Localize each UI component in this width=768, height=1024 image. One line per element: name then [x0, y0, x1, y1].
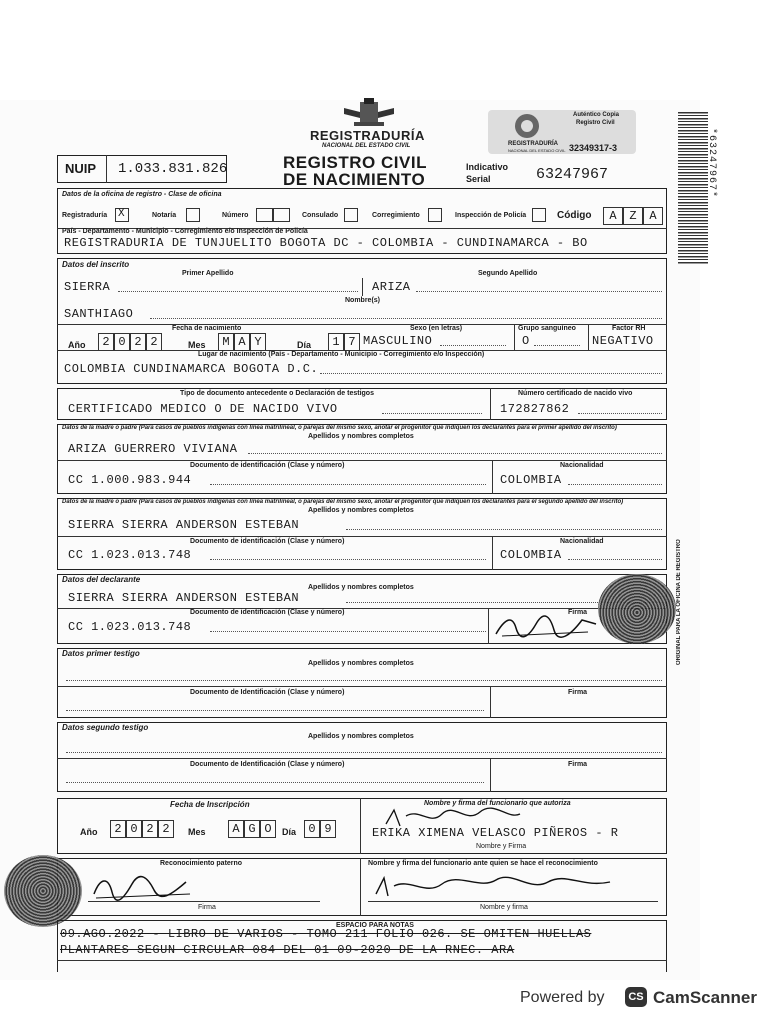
ano-digit-3: 2 [130, 333, 146, 351]
padre-nombre-label: Apellidos y nombres completos [308, 507, 414, 514]
ano-digit-4: 2 [146, 333, 162, 351]
notas-line-2: PLANTARES SEGUN CIRCULAR 084 DEL 01 09-2020 DE LA RNEC. ARA [60, 943, 515, 957]
consulado-label: Consulado [302, 212, 339, 219]
lugar-nacimiento-label: Lugar de nacimiento (País - Departamento - Municipio - Corregimiento e/o Inspección) [198, 351, 485, 358]
madre-nombre: ARIZA GUERRERO VIVIANA [68, 442, 238, 456]
serial-value: 63247967 [536, 166, 609, 183]
codigo-char-2: Z [623, 207, 643, 225]
padre-doc: CC 1.023.013.748 [68, 548, 192, 562]
mes-insc-char-3: O [260, 820, 276, 838]
notaria-checkbox [186, 208, 200, 222]
notas-label: ESPACIO PARA NOTAS [336, 922, 414, 929]
fecha-nacimiento-label: Fecha de nacimiento [172, 325, 242, 332]
inscrito-section-title: Datos del inscrito [62, 260, 130, 269]
registraduria-label: Registraduría [62, 212, 108, 219]
stamp-emblem-icon [512, 112, 542, 140]
padre-section-title-main: Datos de la madre o padre [62, 499, 138, 505]
ano-inscripcion-label: Año [80, 827, 98, 837]
ano-insc-digit-1: 2 [110, 820, 126, 838]
agency-name: REGISTRADURÍA [310, 128, 425, 143]
declarante-nombre: SIERRA SIERRA ANDERSON ESTEBAN [68, 591, 300, 605]
registraduria-emblem [340, 98, 398, 128]
primer-testigo-section [57, 648, 667, 718]
declarante-firma-label: Firma [568, 609, 588, 616]
madre-section-title-main: Datos de la madre o padre [62, 425, 138, 431]
declarante-doc: CC 1.023.013.748 [68, 620, 192, 634]
ano-digit-1: 2 [98, 333, 114, 351]
nombres: SANTHIAGO [64, 307, 134, 321]
reconocimiento-fingerprint [4, 855, 82, 927]
nuip-label: NUIP [65, 161, 97, 176]
declarante-nombre-label: Apellidos y nombres completos [308, 584, 414, 591]
funcionario-nombre: ERIKA XIMENA VELASCO PIÑEROS - R [372, 826, 619, 840]
grupo-label: Grupo sanguíneo [518, 325, 576, 332]
declarante-signature [492, 610, 602, 642]
side-note: ORIGINAL PARA LA OFICINA DE REGISTRO [676, 539, 682, 665]
padre-section-title [62, 499, 662, 505]
numero-label: Número [222, 212, 249, 219]
office-section-title: Datos de la oficina de registro - Clase de oficina [62, 191, 222, 198]
grupo-value: O [522, 334, 530, 348]
corregimiento-label: Corregimiento [372, 212, 420, 219]
mes-char-2: A [234, 333, 250, 351]
primer-testigo-doc-label: Documento de Identificación (Clase y número) [190, 689, 345, 696]
numero-box-1 [256, 208, 273, 222]
madre-nombre-label: Apellidos y nombres completos [308, 433, 414, 440]
stamp-text-2: Registro Civil [576, 120, 615, 126]
mes-inscripcion-label: Mes [188, 827, 206, 837]
form-title-line1: REGISTRO CIVIL [283, 153, 427, 172]
form-title-line2: DE NACIMIENTO [283, 170, 426, 189]
padre-nac-label: Nacionalidad [560, 538, 604, 545]
declarante-doc-label: Documento de identificación (Clase y número) [190, 609, 345, 616]
funcionario-label: Nombre y firma del funcionario que autoriza [424, 800, 571, 807]
serial-label: Serial [466, 174, 491, 184]
reconocimiento-firma-label: Firma [198, 904, 216, 911]
segundo-testigo-title: Datos segundo testigo [62, 723, 149, 732]
reconocimiento-funcionario-label: Nombre y firma del funcionario ante quien se hace el reconocimiento [368, 860, 598, 867]
ano-nacimiento-label: Año [68, 340, 86, 350]
inspeccion-label: Inspección de Policía [455, 212, 527, 219]
codigo-char-1: A [603, 207, 623, 225]
segundo-testigo-firma-label: Firma [568, 761, 588, 768]
madre-doc-label: Documento de identificación (Clase y número) [190, 462, 345, 469]
registraduria-mark: X [118, 208, 125, 220]
ano-insc-digit-3: 2 [142, 820, 158, 838]
reconocimiento-nombre-firma-label: Nombre y firma [480, 904, 528, 911]
notaria-label: Notaría [152, 212, 177, 219]
stamp-number: 32349317-3 [569, 143, 618, 153]
madre-nac: COLOMBIA [500, 473, 562, 487]
padre-section-note: (Para casos de pueblos indígenas con línea matrilineal, o parejas del mismo sexo, anotar el progenitor que indiquen los declarantes para el segundo apellido del inscrito) [138, 499, 624, 505]
padre-doc-label: Documento de identificación (Clase y número) [190, 538, 345, 545]
segundo-testigo-doc-label: Documento de Identificación (Clase y número) [190, 761, 345, 768]
reconocimiento-funcionario-signature [370, 872, 620, 902]
ano-insc-digit-4: 2 [158, 820, 174, 838]
dia-insc-digit-1: 0 [304, 820, 320, 838]
corregimiento-checkbox [428, 208, 442, 222]
mes-nacimiento-label: Mes [188, 340, 206, 350]
mes-insc-char-1: A [228, 820, 244, 838]
padre-nac: COLOMBIA [500, 548, 562, 562]
nombre-firma-label: Nombre y Firma [476, 843, 527, 850]
primer-testigo-firma-label: Firma [568, 689, 588, 696]
segundo-testigo-nombre-label: Apellidos y nombres completos [308, 733, 414, 740]
camscanner-name: CamScanner [653, 988, 757, 1007]
primer-testigo-nombre-label: Apellidos y nombres completos [308, 660, 414, 667]
cert-label: Número certificado de nacido vivo [518, 390, 633, 397]
segundo-apellido: ARIZA [372, 280, 411, 294]
side-barcode [678, 112, 708, 264]
mes-insc-char-2: G [244, 820, 260, 838]
camscanner-logo-icon: CS [625, 987, 647, 1007]
declarante-section-title: Datos del declarante [62, 575, 141, 584]
codigo-char-3: A [643, 207, 663, 225]
tipo-doc-value: CERTIFICADO MEDICO O DE NACIDO VIVO [68, 402, 338, 416]
reconocimiento-label: Reconocimiento paterno [160, 860, 243, 867]
stamp-text-1: Auténtico Copia [573, 112, 619, 118]
madre-section-title [62, 425, 662, 431]
declarante-fingerprint [598, 574, 676, 644]
madre-nac-label: Nacionalidad [560, 462, 604, 469]
mes-char-1: M [218, 333, 234, 351]
segundo-apellido-label: Segundo Apellido [478, 270, 538, 277]
agency-subtitle: NACIONAL DEL ESTADO CIVIL [322, 143, 411, 149]
location-value: REGISTRADURIA DE TUNJUELITO BOGOTA DC - COLOMBIA - CUNDINAMARCA - BO [64, 236, 588, 250]
ano-digit-2: 0 [114, 333, 130, 351]
cert-value: 172827862 [500, 402, 570, 416]
indicativo-label: Indicativo [466, 162, 509, 172]
notas-line-1: 09.AGO.2022 - LIBRO DE VARIOS - TOMO 211 FOLIO 026. SE OMITEN HUELLAS [60, 927, 592, 941]
nuip-value: 1.033.831.826 [118, 161, 228, 177]
location-label: País - Departamento - Municipio - Corregimiento e/o Inspección de Policía [62, 228, 308, 235]
stamp-agency: REGISTRADURÍA [508, 141, 559, 147]
primer-apellido-label: Primer Apellido [182, 270, 234, 277]
dia-digit-1: 1 [328, 333, 344, 351]
madre-doc: CC 1.000.983.944 [68, 473, 192, 487]
sexo-value: MASCULINO [363, 334, 433, 348]
madre-section-note: (Para casos de pueblos indígenas con línea matrilineal, o parejas del mismo sexo, anotar el progenitor que indiquen los declarantes para el primer apellido del inscrito) [138, 425, 617, 431]
nombres-label: Nombre(s) [345, 297, 381, 304]
rh-label: Factor RH [612, 325, 646, 332]
sexo-label: Sexo (en letras) [410, 325, 463, 332]
primer-testigo-title: Datos primer testigo [62, 649, 140, 658]
stamp-agency-sub: NACIONAL DEL ESTADO CIVIL [508, 148, 566, 153]
tipo-doc-label: Tipo de documento antecedente o Declaración de testigos [180, 390, 374, 397]
mes-char-3: Y [250, 333, 266, 351]
reconocimiento-signature [90, 872, 200, 902]
fecha-inscripcion-label: Fecha de Inscripción [170, 800, 250, 809]
ano-insc-digit-2: 0 [126, 820, 142, 838]
side-serial: *63247967* [706, 128, 717, 199]
inspeccion-checkbox [532, 208, 546, 222]
rh-value: NEGATIVO [592, 334, 654, 348]
codigo-label: Código [557, 210, 592, 221]
powered-by-text: Powered by [520, 989, 605, 1006]
dia-digit-2: 7 [344, 333, 360, 351]
numero-box-2 [273, 208, 290, 222]
consulado-checkbox [344, 208, 358, 222]
dia-inscripcion-label: Día [282, 827, 297, 837]
dia-nacimiento-label: Día [297, 340, 312, 350]
primer-apellido: SIERRA [64, 280, 111, 294]
lugar-nacimiento: COLOMBIA CUNDINAMARCA BOGOTA D.C. [64, 362, 319, 376]
coat-of-arms-icon [340, 98, 398, 128]
dia-insc-digit-2: 9 [320, 820, 336, 838]
padre-nombre: SIERRA SIERRA ANDERSON ESTEBAN [68, 518, 300, 532]
